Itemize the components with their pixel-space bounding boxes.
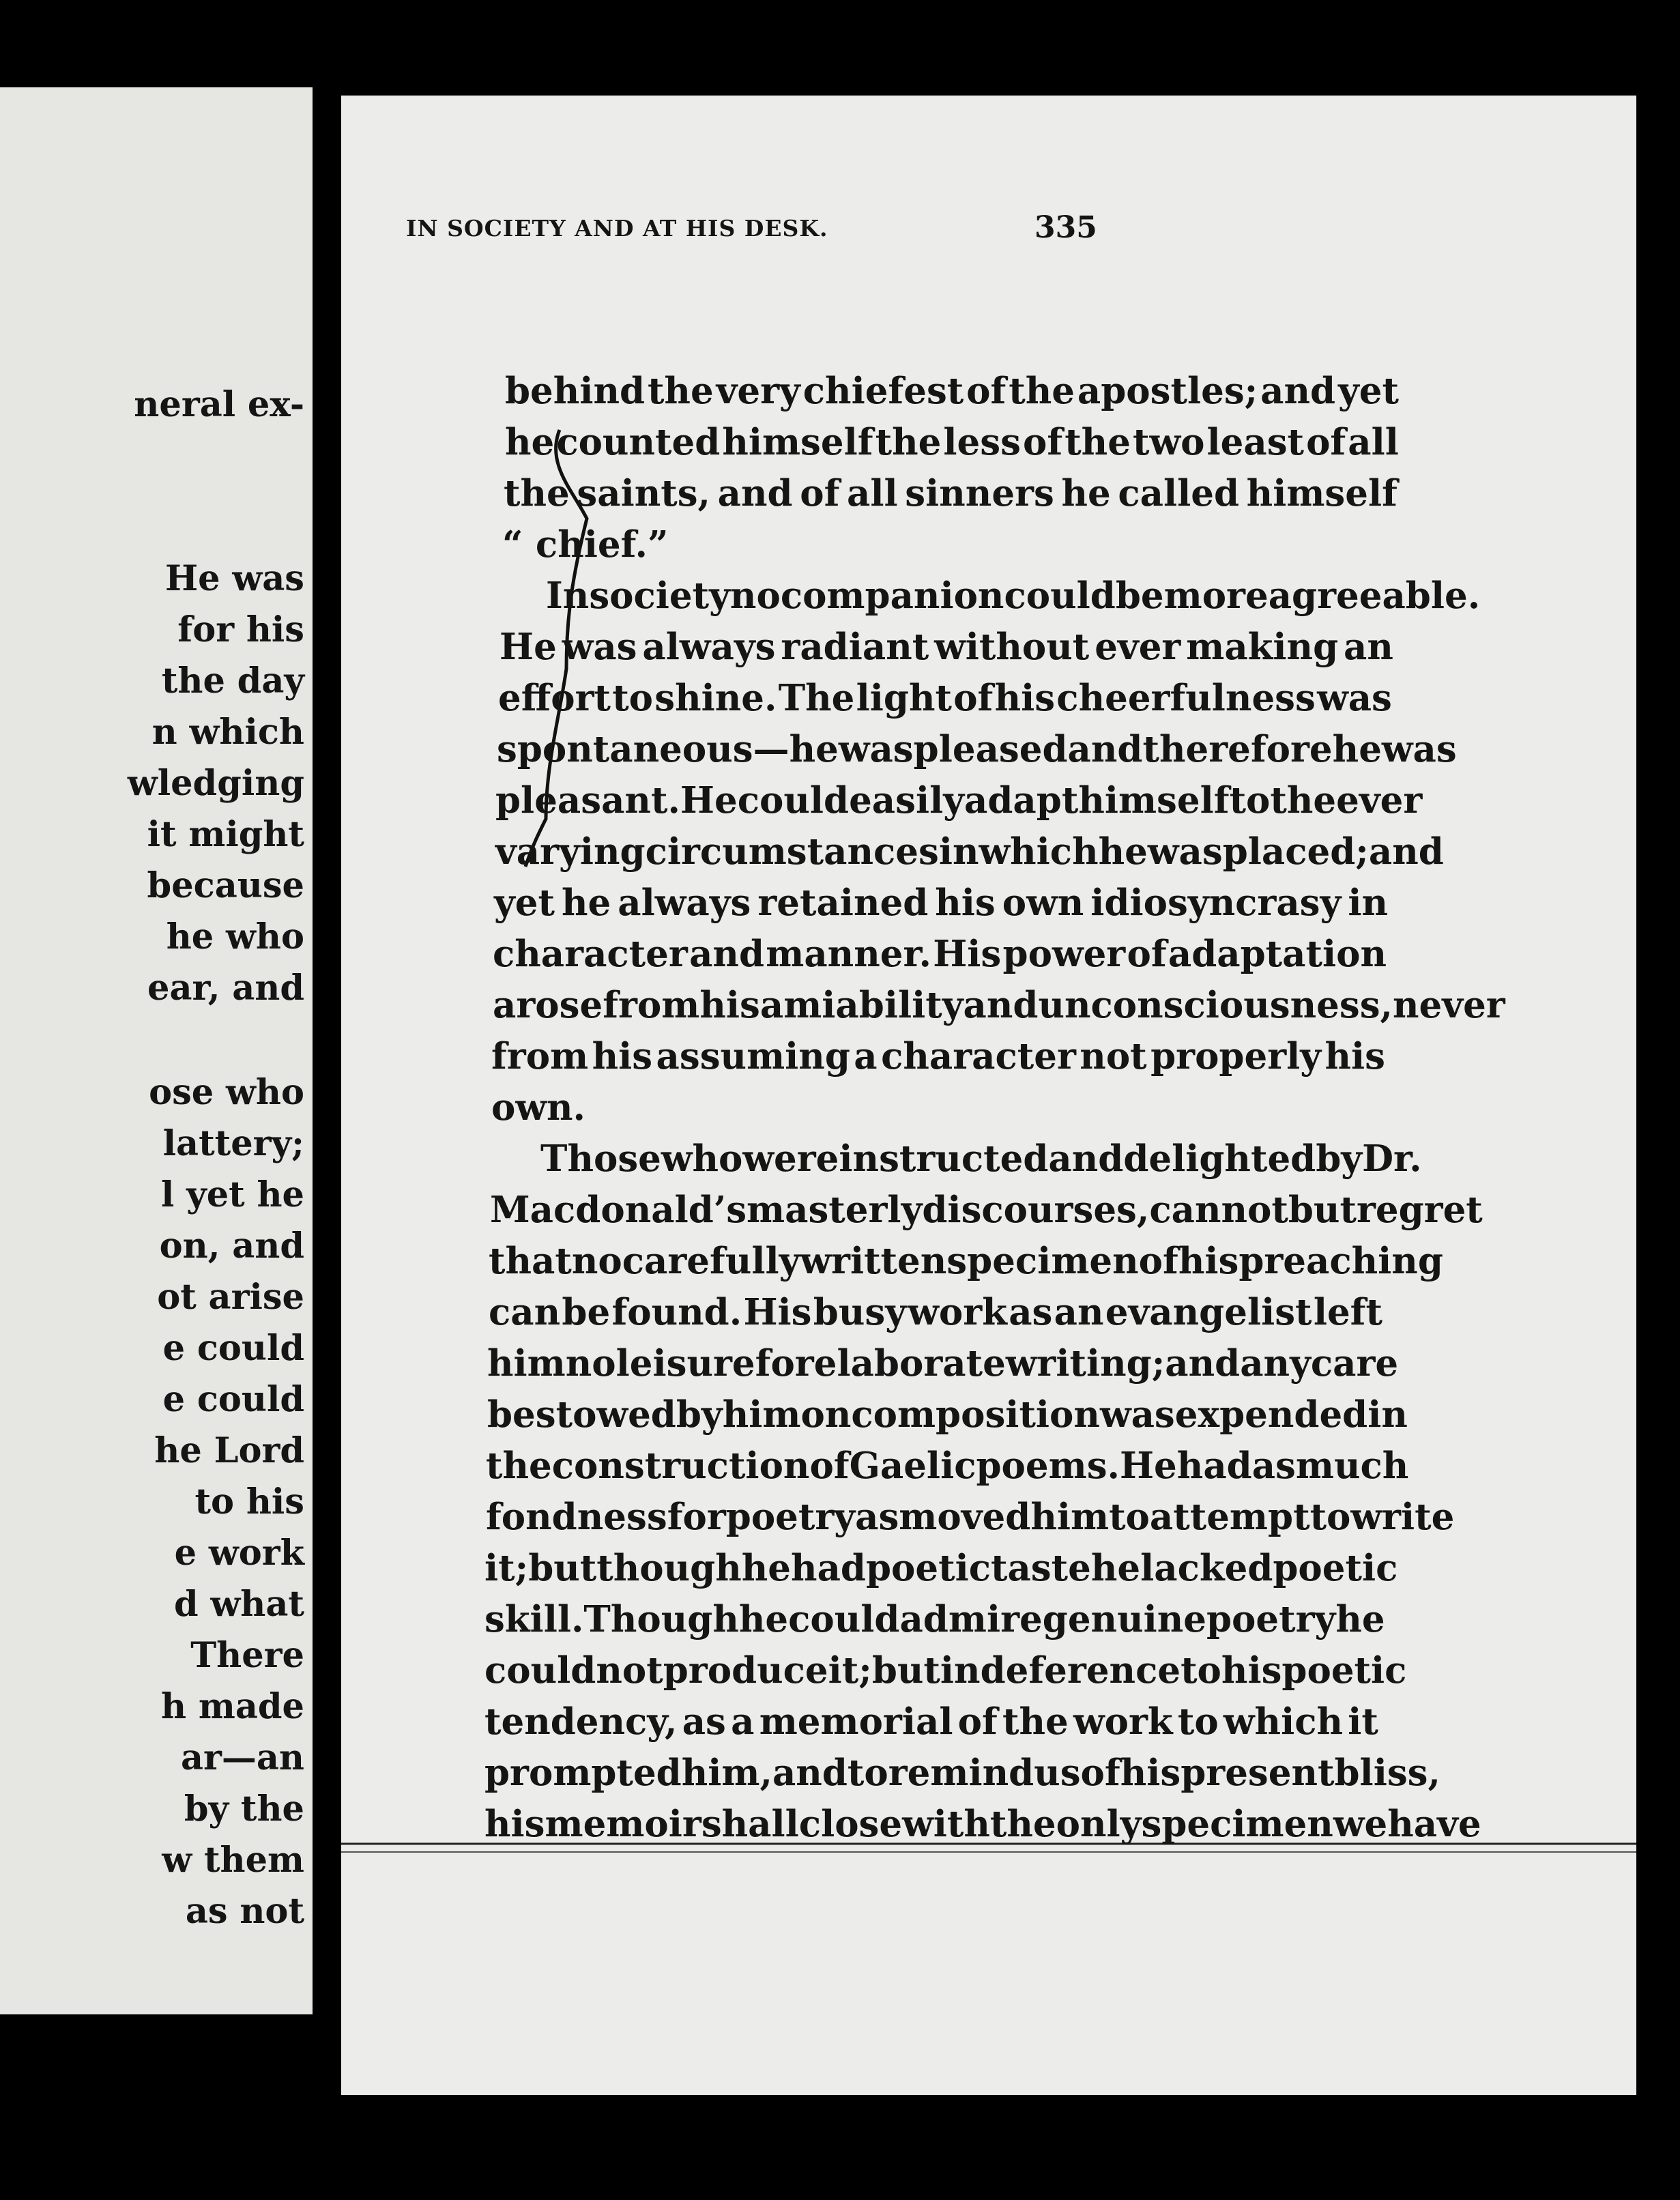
left-page-line: He was: [164, 558, 304, 599]
left-page-line: wledging: [127, 763, 304, 804]
body-line: own.: [491, 1086, 585, 1129]
left-page-line: e could: [162, 1328, 304, 1369]
left-page-line: ar—an: [180, 1737, 304, 1778]
left-page-line: as not: [185, 1891, 304, 1932]
body-line: that no carefully written specimen of his preaching: [489, 1240, 1443, 1282]
left-page-line: to his: [194, 1481, 304, 1522]
body-line: behind the very chiefest of the apostles; and yet: [505, 370, 1399, 412]
body-line: it; but though he had poetic taste he lacked poetic: [484, 1547, 1398, 1589]
body-line: the saints, and of all sinners he called himself: [504, 472, 1397, 515]
left-page-line: e work: [174, 1533, 304, 1574]
left-page-line: h made: [161, 1686, 304, 1727]
left-page-line: by the: [184, 1789, 304, 1829]
left-page-line: he Lord: [154, 1430, 304, 1471]
body-line: bestowed by him on composition was expended in: [487, 1393, 1408, 1436]
body-line: he counted himself the less of the two least of all: [505, 421, 1399, 463]
book-gutter: [314, 87, 341, 2046]
body-line: skill. Though he could admire genuine poetry he: [484, 1598, 1385, 1640]
left-page-line: neral ex-: [134, 384, 304, 425]
left-page-line: ear, and: [147, 968, 304, 1009]
left-page: [0, 87, 313, 2014]
body-line: fondness for poetry as moved him to attempt to write: [486, 1496, 1455, 1538]
left-page-line: ose who: [149, 1072, 304, 1113]
body-line: arose from his amiability and unconsciousness, never: [493, 984, 1505, 1026]
body-line: can be found. His busy work as an evangelist left: [489, 1291, 1382, 1333]
body-line: tendency, as a memorial of the work to which it: [484, 1700, 1378, 1743]
left-page-line: w them: [162, 1840, 304, 1881]
body-line: Those who were instructed and delighted by Dr.: [540, 1138, 1422, 1180]
body-line: spontaneous—he was pleased and therefore he was: [497, 728, 1457, 770]
body-line: him no leisure for elaborate writing; and any care: [487, 1342, 1399, 1385]
body-line: character and manner. His power of adaptation: [493, 933, 1387, 975]
body-line: prompted him, and to remind us of his present bliss,: [484, 1752, 1440, 1794]
body-line: effort to shine. The light of his cheerfulness was: [498, 677, 1392, 719]
left-page-line: d what: [173, 1584, 304, 1625]
left-page-line: because: [147, 865, 304, 906]
body-line: his memoir shall close with the only specimen we have: [484, 1803, 1481, 1845]
body-line: “ chief.”: [502, 523, 669, 566]
body-line: He was always radiant without ever making an: [499, 626, 1393, 668]
left-page-line: for his: [177, 609, 304, 650]
left-page-line: the day: [161, 661, 304, 701]
body-line: yet he always retained his own idiosyncrasy in: [494, 882, 1388, 924]
body-line: the construction of Gaelic poems. He had as much: [486, 1445, 1409, 1487]
body-line: varying circumstances in which he was placed; and: [495, 830, 1444, 873]
left-page-line: e could: [162, 1379, 304, 1420]
left-page-line: on, and: [159, 1226, 304, 1267]
left-page-line: lattery;: [162, 1123, 304, 1164]
body-line: Macdonald’s masterly discourses, cannot but regret: [490, 1189, 1483, 1231]
running-head: IN SOCIETY AND AT HIS DESK.: [406, 215, 828, 242]
left-page-line: it might: [147, 814, 304, 855]
left-page-line: n which: [151, 712, 304, 753]
left-page-line: he who: [166, 916, 304, 957]
body-line: from his assuming a character not properly his: [491, 1035, 1385, 1077]
left-page-line: l yet he: [160, 1174, 304, 1215]
body-line: pleasant. He could easily adapt himself to the ever: [495, 779, 1423, 822]
body-line: could not produce it; but in deference to his poetic: [484, 1649, 1407, 1692]
body-line: In society no companion could be more agreeable.: [546, 575, 1481, 617]
left-page-line: ot arise: [157, 1277, 304, 1318]
left-page-line: There: [190, 1635, 304, 1676]
page-number: 335: [1034, 210, 1097, 245]
